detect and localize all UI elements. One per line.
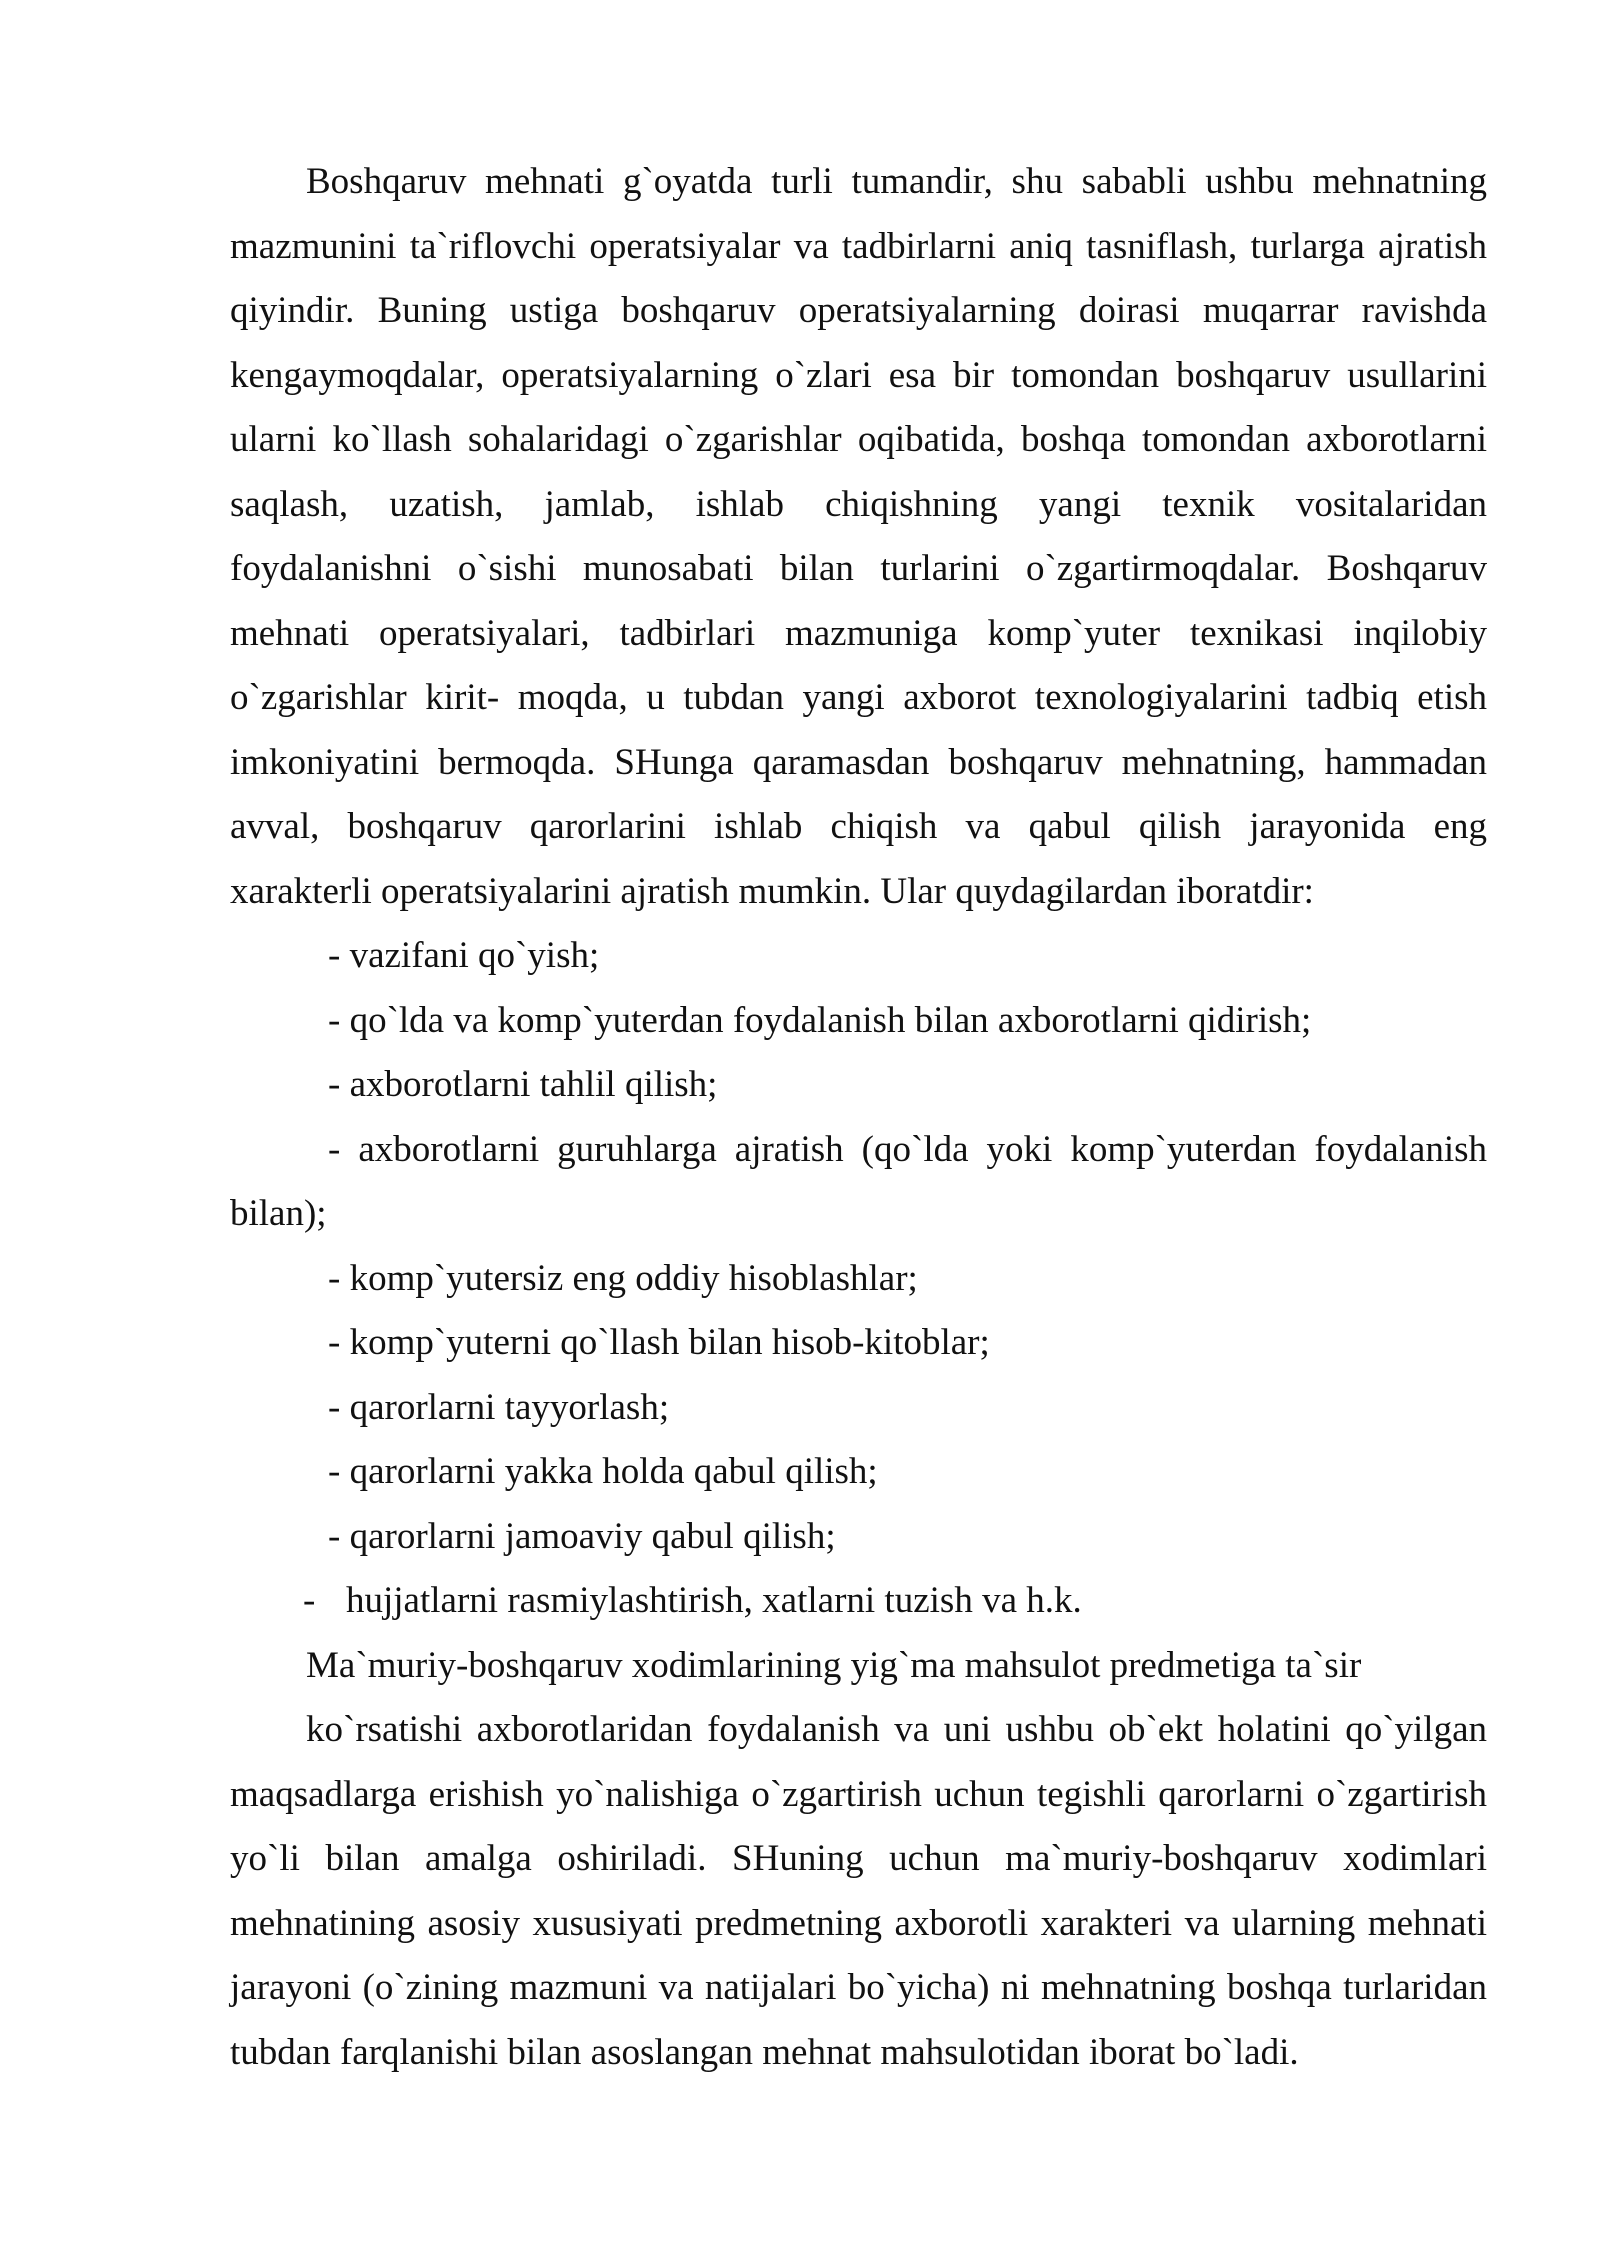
text-line: foydalanishni o`sishi munosabati bilan turlarini o`zgartirmoqdalar. Boshqaruv — [230, 548, 1487, 589]
text-line: yo`li bilan amalga oshiriladi. SHuning uchun ma`muriy-boshqaruv xodimlari — [230, 1838, 1487, 1879]
text-line: mehnati operatsiyalari, tadbirlari mazmuniga komp`yuter texnikasi inqilobiy — [230, 612, 1487, 654]
list-item: - komp`yutersiz eng oddiy hisoblashlar; — [328, 1257, 918, 1299]
text-line: qiyindir. Buning ustiga boshqaruv operatsiyalarning doirasi muqarrar ravishda — [230, 290, 1487, 331]
text-line: ularni ko`llash sohalaridagi o`zgarishlar oqibatida, boshqa tomondan axborotlarni — [230, 419, 1487, 460]
text-line: Ma`muriy-boshqaruv xodimlarining yig`ma mahsulot predmetiga ta`sir — [306, 1644, 1362, 1686]
list-item: - komp`yuterni qo`llash bilan hisob-kitoblar; — [328, 1322, 990, 1363]
text-line: o`zgarishlar kirit- moqda, u tubdan yangi axborot texnologiyalarini tadbiq etish — [230, 677, 1487, 718]
text-line: imkoniyatini bermoqda. SHunga qaramasdan boshqaruv mehnatning, hammadan — [230, 741, 1487, 783]
text-line: ko`rsatishi axborotlaridan foydalanish va uni ushbu ob`ekt holatini qo`yilgan — [306, 1709, 1487, 1750]
list-item: - vazifani qo`yish; — [328, 935, 600, 976]
text-line: mehnatining asosiy xususiyati predmetning axborotli xarakteri va ularning mehnati — [230, 1902, 1487, 1944]
list-item: - qarorlarni yakka holda qabul qilish; — [328, 1451, 878, 1492]
list-dash: - — [303, 1580, 316, 1621]
paragraph-1 — [230, 150, 1487, 924]
text-line: kengaymoqdalar, operatsiyalarning o`zlari esa bir tomondan boshqaruv usullarini — [230, 354, 1487, 396]
text-line: avval, boshqaruv qarorlarini ishlab chiqish va qabul qilish jarayonida eng — [230, 806, 1487, 847]
operations-list — [230, 924, 1487, 1634]
text-line: saqlash, uzatish, jamlab, ishlab chiqishning yangi texnik vositalaridan — [230, 483, 1487, 525]
document-body — [230, 150, 1487, 2085]
paragraph-2 — [230, 1634, 1487, 2086]
text-line: Boshqaruv mehnati g`oyatda turli tumandir, shu sababli ushbu mehnatning — [306, 161, 1487, 202]
text-line: jarayoni (o`zining mazmuni va natijalari bo`yicha) ni mehnatning boshqa turlaridan — [230, 1967, 1487, 2008]
list-item: - axborotlarni tahlil qilish; — [328, 1064, 718, 1105]
text-line: tubdan farqlanishi bilan asoslangan mehnat mahsulotidan iborat bo`ladi. — [230, 2031, 1299, 2073]
text-line: mazmunini ta`riflovchi operatsiyalar va tadbirlarni aniq tasniflash, turlarga ajratish — [230, 225, 1487, 267]
list-item-text: hujjatlarni rasmiylashtirish, xatlarni tuzish va h.k. — [346, 1580, 1082, 1621]
list-item: - qo`lda va komp`yuterdan foydalanish bilan axborotlarni qidirish; — [328, 999, 1312, 1041]
text-line: maqsadlarga erishish yo`nalishiga o`zgartirish uchun tegishli qarorlarni o`zgartirish — [230, 1773, 1487, 1815]
list-item: - qarorlarni jamoaviy qabul qilish; — [328, 1515, 836, 1557]
text-line: xarakterli operatsiyalarini ajratish mumkin. Ular quydagilardan iboratdir: — [230, 870, 1314, 912]
list-item-continuation: bilan); — [230, 1193, 327, 1234]
list-item: - qarorlarni tayyorlash; — [328, 1386, 670, 1428]
list-item: - axborotlarni guruhlarga ajratish (qo`lda yoki komp`yuterdan foydalanish — [328, 1128, 1487, 1170]
list-item — [230, 1569, 1487, 1634]
